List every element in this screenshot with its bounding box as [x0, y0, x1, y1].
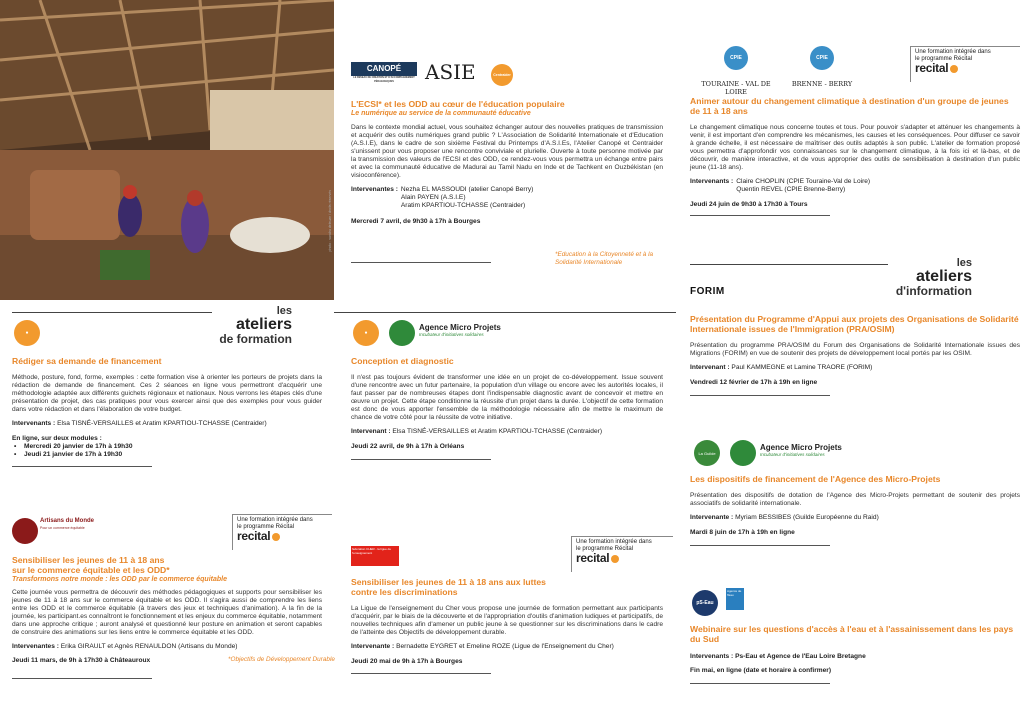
- speakers-label: Intervenant :: [351, 428, 391, 435]
- workshop-speakers: [690, 178, 1020, 194]
- speakers-label: Intervenant :: [690, 364, 730, 371]
- workshop-speakers: [12, 643, 322, 651]
- workshop-title-line1: Sensibiliser les jeunes de 11 à 18 ans aux luttes: [351, 577, 546, 587]
- amp-logo-sub: Incubateur d'initiatives solidaires: [419, 332, 484, 337]
- speakers-list: [401, 186, 533, 210]
- canope-logo-sub: LE RÉSEAU DE CRÉATION ET D'ACCOMPAGNEMENT PÉDAGOGIQUES: [351, 76, 417, 84]
- asie-logo: ASIE: [425, 60, 476, 84]
- recital-line2: le programme Récital: [915, 56, 973, 62]
- globe-icon: [389, 320, 415, 346]
- band-word-information: d'information: [895, 284, 972, 298]
- speaker-name: Aratim KPARTIOU-TCHASSE (Centraider): [400, 202, 526, 209]
- hut-photo-illustration: [0, 0, 334, 300]
- ps-eau-logo: pS-Eau: [692, 590, 718, 616]
- date-row: [12, 656, 335, 674]
- speakers-names: Paul KAMMEGNE et Lamine TRAORE (FORIM): [731, 364, 873, 371]
- workshop-description: Cette journée vous permettra de découvrir des méthodes pédagogiques et supports pour sensibiliser les jeunes de 11 à 18 ans sur le commerce équitable et les ODD. Il s'agira aussi de comprendre les liens entre les ODD et le commerce équitable (à travers des jeux et techniques d'animation). A la fin de la journée, les participant.es connaîtront le fonctionnement et les enjeux du commerce équitable, notamment dans une approche critique ; auront analysé et questionné leur posture en animation et seront capables de construire des animations sur les liens entre le commerce équitable et les ODD.: [12, 589, 322, 636]
- workshop-date: Jeudi 20 mai de 9h à 17h à Bourges: [351, 658, 463, 665]
- recital-line2: le programme Récital: [237, 524, 295, 530]
- workshop-climat: [690, 96, 1020, 216]
- info-pra-osim: [690, 314, 1020, 396]
- workshop-description: Méthode, posture, fond, forme, exemples : cette formation vise à orienter les porteurs de projets dans la rédaction de demande de financement. Ces 2 séances en ligne vous permettront d'acquérir une méthodologie adaptée aux différents guichets régionaux et nationaux. Nous verrons les étapes clés d'une présentation de projet, des cas pratiques pour vous exercer ainsi que des exemples pour vous guider dans votre rédaction et dans l'élaboration de votre budget.: [12, 374, 322, 413]
- ligue-enseignement-logo: fédération CHER - la ligue de l'enseignement: [351, 546, 399, 566]
- recital-line1: Une formation intégrée dans: [915, 49, 991, 55]
- info-date: Vendredi 12 février de 17h à 19h en ligne: [690, 379, 818, 386]
- info-speakers: Intervenants : Ps-Eau et Agence de l'Eau Loire Bretagne: [690, 653, 866, 660]
- workshop-speakers: [351, 428, 663, 436]
- recital-badge: [232, 514, 332, 550]
- forim-logo: FORIM: [690, 286, 725, 297]
- band-word-formation: de formation: [219, 332, 292, 346]
- workshop-speakers: [351, 643, 663, 651]
- workshop-description: Le changement climatique nous concerne toutes et tous. Pour pouvoir s'adapter et atténuer les changements à venir, il est important d'en comprendre les mécanismes, les causes et les conséquences. Pour diffuser ce savoir à grande échelle, il est nécessaire de maîtriser des outils adaptés à son public. L'atelier de formation proposé vous permettra d'approfondir vos connaissances sur le changement climatique, à la fois ici et là-bas, et de découvrir, de manière interactive, et de vous approprier des outils de sensibilisation à destination d'un public jeune (11-18 ans).: [690, 124, 1020, 171]
- recital-badge: [910, 46, 1020, 82]
- recital-dot-icon: [272, 533, 280, 541]
- speakers-names: Myriam BESSIBES (Guilde Européenne du Raid): [735, 514, 879, 521]
- info-title: Les dispositifs de financement de l'Agence des Micro-Projets: [690, 474, 941, 484]
- recital-word: recital: [915, 61, 949, 75]
- recital-dot-icon: [611, 555, 619, 563]
- band-rule: [334, 312, 676, 313]
- separator-line: [12, 466, 152, 467]
- la-guilde-logo: La Guilde: [694, 440, 720, 466]
- workshop-description: Il n'est pas toujours évident de transformer une idée en un projet de co-développement. Issue souvent d'une rencontre avec un futur partenaire, la population d'un village ou encore avec les autorités locales, il faut passer par de nombreuses étapes dont l'indispensable diagnostic avant de concevoir et mettre en œuvre un projet. Cette étape conditionne la réussite d'un projet dans la durée. L'objectif de cette formation est donc de vous apporter l'ensemble de la méthodologie nécessaire afin de mettre le maximum de chance de votre côté pour la réussite de votre initiative.: [351, 374, 663, 421]
- amp-logo: [419, 323, 501, 337]
- band-word-les: les: [276, 305, 292, 317]
- info-date: Fin mai, en ligne (date et horaire à confirmer): [690, 667, 832, 674]
- workshop-ecsi-odd: [339, 99, 675, 226]
- speakers-label: Intervenants :: [690, 178, 734, 185]
- canope-logo: [351, 62, 417, 84]
- separator-line: [351, 673, 491, 674]
- separator-line: [351, 262, 491, 263]
- workshop-date: Jeudi 11 mars, de 9h à 17h30 à Châteauroux: [12, 657, 151, 664]
- column-middle: [339, 0, 675, 724]
- date-item: • Mercredi 20 janvier de 17h à 19h30: [12, 443, 322, 451]
- info-date: Mardi 8 juin de 17h à 19h en ligne: [690, 529, 795, 536]
- workshop-speakers: [351, 186, 663, 210]
- separator-line: [12, 678, 152, 679]
- workshop-description: Dans le contexte mondial actuel, vous souhaitez échanger autour des nouvelles pratiques de transmission et acquérir des outils numériques grand public ? L'Association de Solidarité Internationale et d'Education (A.S.I.E), dans le cadre de son sixième Festival du Printemps d'A.S.I.Es, l'Atelier Canopé et Centraider s'unissent pour vous proposer une rencontre conviviale et plurielle. Ouverte à toute personne motivée par la transmission des valeurs de l'ECSI et des ODD, ce rendez-vous vous permettra un échange entre pairs et avec la communauté éducative de Madurai au Tamil Nadu en Inde et de Tachkent en Ouzbékistan (en visioconférence).: [351, 124, 663, 179]
- speakers-label: Intervenantes :: [351, 186, 398, 193]
- workshop-conception: [339, 356, 675, 460]
- speakers-names: Bernadette EYGRET et Emeline ROZE (Ligue de l'Enseignement du Cher): [396, 643, 614, 650]
- workshop-date: Mercredi 7 avril, de 9h30 à 17h à Bourges: [351, 218, 481, 225]
- speakers-list: [736, 178, 870, 194]
- canope-logo-text: CANOPÉ: [366, 64, 402, 73]
- recital-badge: [571, 536, 673, 572]
- workshop-commerce-equitable: [0, 555, 334, 679]
- speakers-names: Erika GIRAULT et Agnès RENAULDON (Artisans du Monde): [60, 643, 238, 650]
- date-item: • Jeudi 21 janvier de 17h à 19h30: [12, 451, 322, 459]
- speaker-name: Alain PAYEN (A.S.I.E): [400, 194, 466, 201]
- speakers-label: Intervenante :: [690, 514, 734, 521]
- speaker-name: Quentin REVEL (CPIE Brenne-Berry): [736, 186, 846, 193]
- info-description: Présentation des dispositifs de dotation de l'Agence des Micro-Projets permettant de soutenir des projets associatifs de solidarité internationale.: [690, 492, 1020, 507]
- speakers-names: Elsa TISNÉ-VERSAILLES et Aratim KPARTIOU-TCHASSE (Centraider): [392, 428, 603, 435]
- workshop-subtitle: Le numérique au service de la communauté éducative: [351, 110, 531, 117]
- amp-logo-sub: Incubateur d'initiatives solidaires: [760, 452, 825, 457]
- workshop-speakers: [12, 420, 322, 428]
- cpie-touraine-logo-mark: CPIE: [724, 46, 748, 70]
- column-right: [690, 0, 1024, 724]
- photo-credit: photo : sandra deleuze / droits réservés: [328, 190, 332, 252]
- workshop-date: Jeudi 24 juin de 9h30 à 17h30 à Tours: [690, 201, 808, 208]
- cpie-brenne-logo-mark: CPIE: [810, 46, 834, 70]
- separator-line: [690, 683, 830, 684]
- workshop-title: Animer autour du changement climatique à destination d'un groupe de jeunes de 11 à 18 ans: [690, 96, 1009, 116]
- centraider-logo: ●: [353, 320, 379, 346]
- speaker-name: Nezha EL MASSOUDI (atelier Canopé Berry): [400, 186, 534, 193]
- info-title: Webinaire sur les questions d'accès à l'eau et à l'assainissement dans les pays du Sud: [690, 624, 1014, 644]
- separator-line: [690, 395, 830, 396]
- workshop-title: Conception et diagnostic: [351, 356, 454, 366]
- artisans-du-monde-logo: [12, 518, 38, 544]
- info-speakers: [690, 364, 1020, 372]
- centraider-logo: ●: [14, 320, 40, 346]
- workshop-discriminations: [339, 577, 675, 674]
- info-title: Présentation du Programme d'Appui aux projets des Organisations de Solidarité Internationale issues de l'Immigration (PRA/OSIM): [690, 314, 1019, 334]
- amp-logo-name: Agence Micro Projets: [419, 323, 501, 332]
- speakers-names: Elsa TISNÉ-VERSAILLES et Aratim KPARTIOU-TCHASSE (Centraider): [57, 420, 267, 427]
- workshop-title-line1: Sensibiliser les jeunes de 11 à 18 ans: [12, 555, 165, 565]
- cpie-touraine-label: TOURAINE - VAL DE LOIRE: [701, 80, 771, 96]
- speakers-label: Intervenantes :: [12, 643, 59, 650]
- workshop-title-line2: sur le commerce équitable et les ODD*: [12, 565, 170, 575]
- workshop-financement: [0, 356, 334, 467]
- workshop-title: L'ECSI* et les ODD au cœur de l'éducation populaire: [351, 99, 565, 109]
- workshop-title-line2: contre les discriminations: [351, 587, 458, 597]
- dates-list: [12, 443, 322, 459]
- info-speakers: [690, 514, 1020, 522]
- separator-line: [690, 215, 830, 216]
- band-word-les: les: [956, 257, 972, 269]
- artisans-logo-sub: Pour un commerce équitable: [40, 526, 85, 530]
- footnote-ecsi: *Education à la Citoyenneté et à la Solidarité Internationale: [555, 251, 654, 266]
- artisans-logo-name: Artisans du Monde: [40, 518, 95, 524]
- speaker-name: Claire CHOPLIN (CPIE Touraine-Val de Loire): [736, 178, 871, 185]
- workshop-description: La Ligue de l'enseignement du Cher vous propose une journée de formation permettant aux participants d'acquérir, par le biais de la découverte et de l'appropriation d'outils d'animation ludiques et participatifs, de nouvelles techniques afin d'amener un public jeune à se questionner sur les discriminations dans le cadre de l'atteinte des Objectifs de développement durable.: [351, 605, 663, 636]
- hut-photo: [0, 0, 334, 300]
- agence-eau-logo: Agence de l'Eau: [726, 588, 744, 610]
- recital-line1: Une formation intégrée dans: [576, 539, 652, 545]
- recital-line2: le programme Récital: [576, 546, 634, 552]
- band-ateliers-information: [840, 256, 972, 298]
- band-ateliers-formation: [150, 304, 292, 346]
- workshop-date: Jeudi 22 avril, de 9h à 17h à Orléans: [351, 443, 465, 450]
- workshop-subtitle: Transformons notre monde : les ODD par le commerce équitable: [12, 576, 227, 583]
- cpie-brenne-label: BRENNE - BERRY: [791, 80, 853, 88]
- centraider-logo: Centraider: [491, 64, 513, 86]
- speakers-label: Intervenante :: [351, 643, 395, 650]
- info-webinaire-eau: [690, 624, 1020, 684]
- info-description: Présentation du programme PRA/OSIM du Forum des Organisations de Solidarité Internationale issues des Migrations (FORIM) en vue de soutenir des projets de développement local portés par les OSIM.: [690, 342, 1020, 357]
- artisans-logo-text: [40, 518, 100, 532]
- band-word-ateliers: ateliers: [235, 316, 292, 333]
- recital-line1: Une formation intégrée dans: [237, 517, 313, 523]
- workshop-title: Rédiger sa demande de financement: [12, 356, 162, 366]
- column-left: [0, 0, 334, 724]
- dates-intro: En ligne, sur deux modules :: [12, 435, 102, 442]
- amp-logo: [760, 443, 842, 457]
- recital-word: recital: [576, 551, 610, 565]
- band-word-ateliers: ateliers: [915, 268, 972, 285]
- globe-icon: [730, 440, 756, 466]
- separator-line: [351, 459, 491, 460]
- separator-line: [690, 545, 830, 546]
- amp-logo-name: Agence Micro Projets: [760, 443, 842, 452]
- recital-word: recital: [237, 529, 271, 543]
- footnote-odd: *Objectifs de Développement Durable: [228, 656, 335, 663]
- info-micro-projets: [690, 474, 1020, 546]
- recital-dot-icon: [950, 65, 958, 73]
- speakers-label: Intervenants :: [12, 420, 56, 427]
